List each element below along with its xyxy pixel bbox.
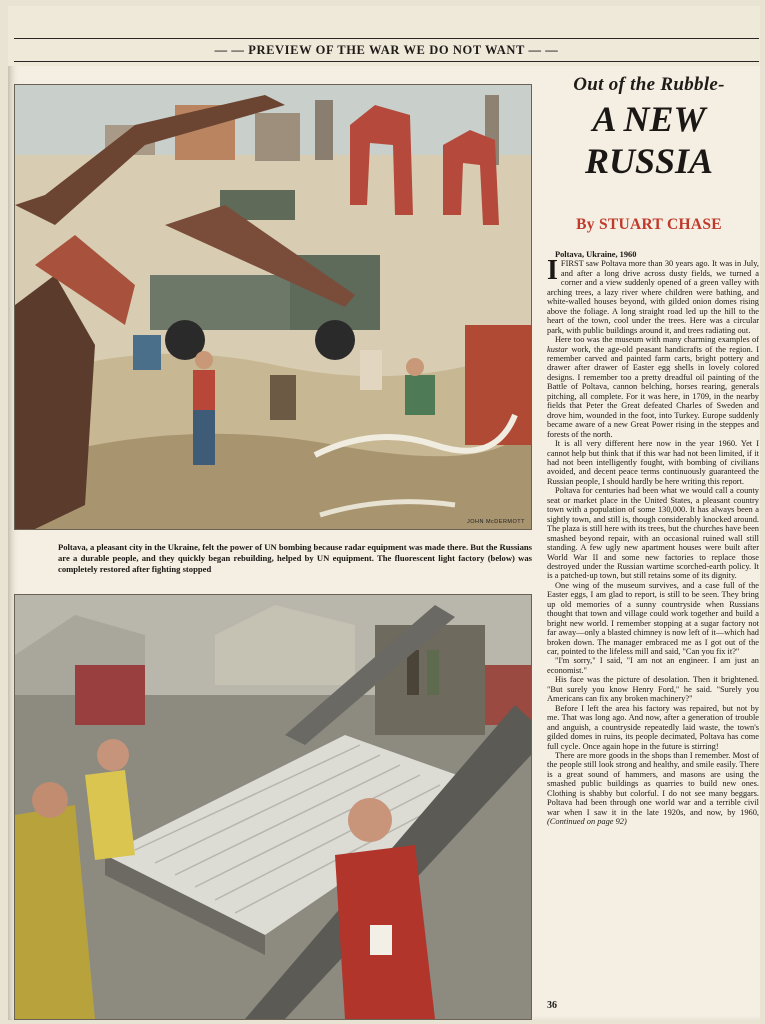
paragraph-2-text-a: Here too was the museum with many charming examples of: [555, 335, 759, 345]
title-line-1: A NEW: [592, 99, 706, 139]
continued-note: (Continued on page 92): [547, 817, 627, 827]
paragraph-5: One wing of the museum survives, and a case full of the Easter eggs, I am glad to report, is still to be seen. They bring up old memories of a sunny countryside when Russians thought that town and village could work together and build a bright new world. I remember stopping at a sugar factory not far away—only a blasted chimney is now left of it—which had broken down. The manager embraced me as I got out of the car, pointed to the lifeless mill and said, "Can you fix it?": [547, 580, 759, 657]
paragraph-4: Poltava for centuries had been what we would call a county seat or market place in the United States, a pleasant country town with a population of some 130,000. It has always been a sightly town, and still is, though considerably knocked around. The plaza is still here with its trees, but the churches have been smashed beyond repair, with an occasional ruined wall still standing. A few ugly new apartment houses were built after World War II and some new factories to replace those destroyed under the Russian wartime scorched-earth policy. It is a patched-up town, but still retains some of its dignity.: [547, 486, 759, 581]
illustration-caption: Poltava, a pleasant city in the Ukraine, felt the power of UN bombing because radar equipment was made there. But the Russians are a durable people, and they quickly began rebuilding, helped by UN equipment. The fluorescent light factory (below) was completely restored after fighting stopped: [58, 542, 532, 574]
page-number: 36: [547, 1000, 557, 1011]
illustration-rebuilding-rubble: [14, 84, 532, 530]
paragraph-2: [547, 335, 759, 439]
illustration-light-factory-art: [15, 595, 531, 1019]
paragraph-3: It is all very different here now in the year 1960. Yet I cannot help but think that if this war had not been limited, if it had not been intelligently fought, with bombing of civilians avoided, and decent peace terms continuously guaranteed the Russian people, I should hardly be here writing this report.: [547, 439, 759, 486]
paragraph-2-text-b: work, the age-old peasant handicrafts of the region. I remember carved and painted farm carts, bright pottery and drawer after drawer of Easter egg shells in lovely colored designs. I remember too a pretty dreadful oil painting of the Battle of Poltava, cannon belching, horses rearing, generals pitching, all complete. For it was here, in 1709, in the nearby fields that Peter the Great defeated Charles of Sweden and drove him, wounded in the foot, into Turkey. Europe suddenly became aware of a new Great Power rising in the steppes and forests of the north.: [547, 344, 759, 439]
title-line-2: RUSSIA: [584, 141, 714, 181]
illustrator-credit: JOHN McDERMOTT: [466, 519, 525, 525]
paragraph-1-text: FIRST saw Poltava more than 30 years ago. It was in July, and after a long drive across dusty fields, we turned a corner and a view suddenly opened of a green valley with arching trees, a lazy river where children were bathing, and white-walled houses beyond, with gilded onion domes rising above the foliage. A long straight road led up the hill to the heart of the town, cool under the trees. Here was a circular park, with public buildings around it, and trees radiating out.: [547, 259, 759, 335]
dateline: Poltava, Ukraine, 1960: [555, 250, 637, 259]
paragraph-1: [547, 255, 759, 335]
paragraph-6: "I'm sorry," I said, "I am not an engineer. I am just an economist.": [547, 656, 759, 675]
paragraph-8: Before I left the area his factory was repaired, but not by me. That was long ago. And now, after a generation of trouble and anguish, a countryside repeatedly laid waste, the town's gilded domes in ruins, its people decimated, Poltava has come full cycle. Once again hope in the future is stirring!: [547, 703, 759, 751]
paragraph-2-emphasis: kustar: [547, 344, 568, 354]
paragraph-9-text: There are more goods in the shops than I remember. Most of the people still look strong and healthy, and smile easily. There is a great sound of hammers, and masons are using the smashed public buildings as quarries to build new ones. Clothing is shabby but colorful. I do not see many beggars. Poltava had been through one world war and a terrible civil war when I saw it in the late 1920s, and now, by 1960,: [547, 751, 759, 817]
title-kicker: Out of the Rubble-: [573, 74, 725, 95]
article-title-block: [538, 74, 760, 180]
byline: By STUART CHASE: [576, 216, 722, 233]
illustration-light-factory: [14, 594, 532, 1020]
illustration-rebuilding-rubble-art: [15, 85, 531, 529]
drop-cap: I: [547, 255, 558, 287]
paragraph-7: His face was the picture of desolation. Then it brightened. "But surely you know Henry Ford," he said. "Surely you Americans can fix any broken machinery?": [547, 675, 759, 704]
article-body: [547, 250, 759, 1010]
paragraph-9: [547, 751, 759, 827]
running-head: — — PREVIEW OF THE WAR WE DO NOT WANT — —: [14, 38, 759, 62]
